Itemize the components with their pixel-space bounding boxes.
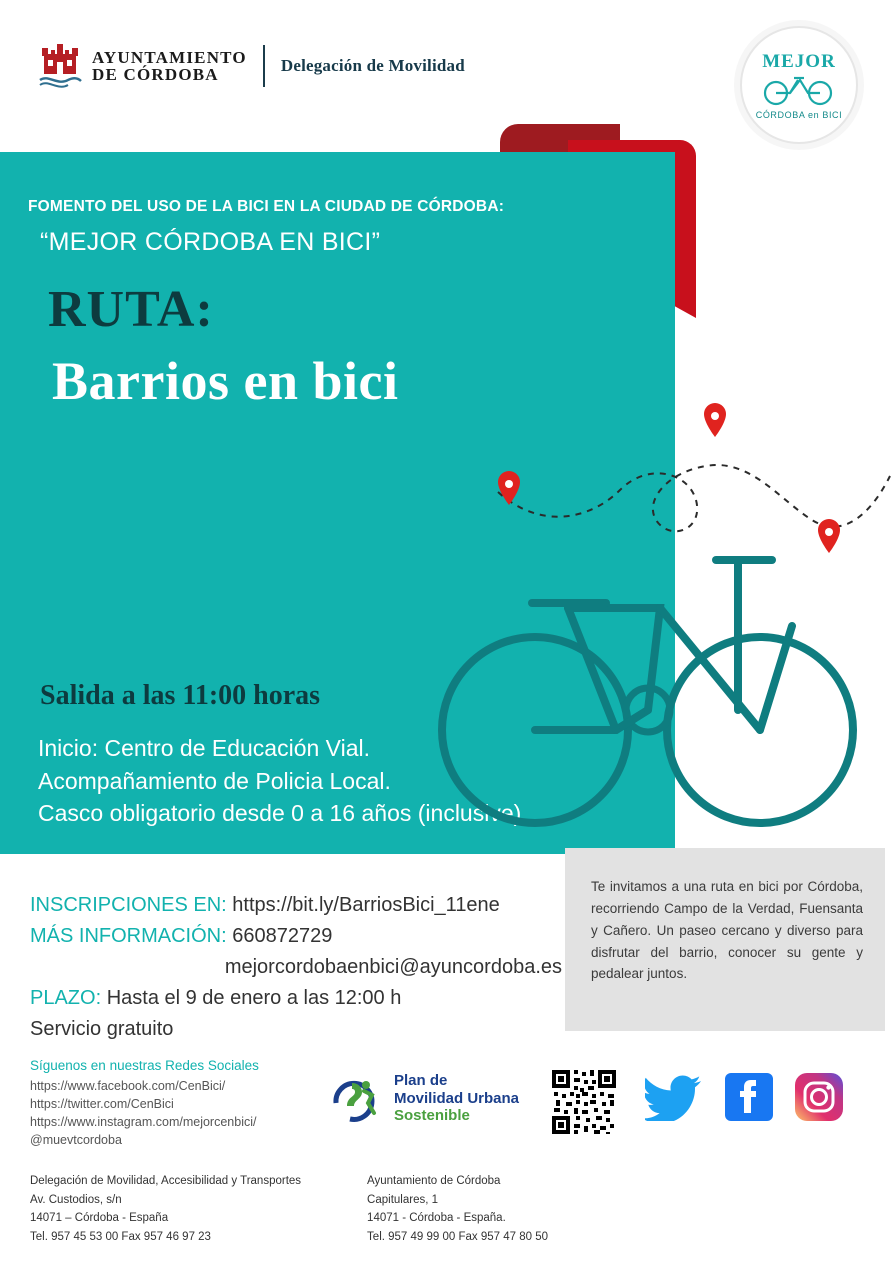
footer-line: Ayuntamiento de Córdoba [367, 1175, 501, 1187]
cordoba-crest-icon [38, 40, 82, 92]
poster-subtitle: “MEJOR CÓRDOBA EN BICI” [40, 228, 381, 256]
qr-code[interactable] [550, 1068, 618, 1136]
poster-kicker: FOMENTO DEL USO DE LA BICI EN LA CIUDAD DE CÓRDOBA: [28, 198, 505, 215]
pmus-line2: Movilidad Urbana [394, 1089, 520, 1107]
map-pin-icon [498, 471, 520, 505]
info-box [565, 848, 885, 1031]
page-title: Barrios en bici [52, 351, 399, 411]
pmus-text [394, 1072, 519, 1125]
facebook-icon[interactable] [725, 1073, 773, 1126]
footer-line: 14071 - Córdoba - España. [367, 1212, 506, 1225]
social-handle[interactable]: @muevtcordoba [30, 1133, 122, 1148]
city-hall-logo [38, 40, 465, 92]
pmus-icon [330, 1073, 386, 1125]
social-heading: Síguenos en nuestras Redes Sociales [30, 1058, 259, 1073]
footer-column-ayuntamiento [367, 1172, 548, 1247]
registration-label-deadline: PLAZO: [30, 987, 102, 1009]
registration-row-signup [30, 890, 570, 921]
bicycle-illustration [420, 380, 896, 865]
mejor-cordoba-en-bici-badge [740, 26, 858, 144]
logo-divider [263, 45, 265, 87]
registration-row-email [30, 952, 570, 983]
registration-label-signup: INSCRIPCIONES EN: [30, 894, 227, 916]
registration-link[interactable]: https://bit.ly/BarriosBici_11ene [232, 894, 500, 916]
footer [30, 1172, 548, 1247]
route-detail-start: Inicio: Centro de Educación Vial. [38, 735, 370, 761]
footer-line: Tel. 957 45 53 00 Fax 957 46 97 23 [30, 1230, 211, 1243]
badge-bottom-text: CÓRDOBA en BICI [755, 109, 843, 120]
pmus-logo [330, 1072, 519, 1125]
route-detail-helmet: Casco obligatorio desde 0 a 16 años (inclusive). [38, 800, 528, 827]
footer-column-movilidad [30, 1172, 301, 1247]
registration-deadline: Hasta el 9 de enero a las 12:00 h [106, 987, 402, 1009]
footer-line: 14071 – Córdoba - España [30, 1212, 169, 1225]
registration-email[interactable]: mejorcordobaenbici@ayuncordoba.es [224, 956, 562, 978]
registration-phone[interactable]: 660872729 [232, 925, 333, 947]
badge-bicycle-icon [760, 73, 838, 107]
footer-line: Delegación de Movilidad, Accesibilidad y Transportes [30, 1175, 302, 1187]
registration-row-info [30, 921, 570, 952]
start-time-text: Salida a las 11:00 horas [40, 680, 321, 711]
info-box-text: Te invitamos a una ruta en bici por Córdoba, recorriendo Campo de la Verdad, Fuensanta y Cañero. Un paseo cercano y diverso para disfrutar del barrio, conocer su gente y pedalear juntos. [591, 879, 863, 982]
registration-row-deadline [30, 983, 570, 1014]
badge-top-text: MEJOR [762, 50, 836, 72]
pmus-line1: Plan de [394, 1072, 448, 1089]
social-link-twitter[interactable]: https://twitter.com/CenBici [30, 1097, 174, 1112]
social-icons [645, 1073, 843, 1126]
map-pin-icon [818, 519, 840, 553]
twitter-icon[interactable] [645, 1073, 703, 1126]
department-label: Delegación de Movilidad [280, 56, 465, 75]
poster-ruta-label: RUTA: [48, 281, 214, 338]
registration-block [30, 890, 570, 1045]
city-hall-line1: AYUNTAMIENTO [92, 47, 247, 67]
city-hall-name [92, 49, 247, 84]
registration-label-info: MÁS INFORMACIÓN: [30, 925, 227, 947]
social-link-instagram[interactable]: https://www.instagram.com/mejorcenbici/ [30, 1115, 257, 1130]
instagram-icon[interactable] [795, 1073, 843, 1126]
footer-line: Av. Custodios, s/n [30, 1193, 122, 1206]
footer-line: Capitulares, 1 [367, 1193, 439, 1206]
social-link-facebook[interactable]: https://www.facebook.com/CenBici/ [30, 1079, 226, 1093]
footer-line: Tel. 957 49 99 00 Fax 957 47 80 50 [367, 1230, 548, 1243]
poster-header [0, 0, 896, 152]
map-pin-icon [704, 403, 726, 437]
route-detail-escort: Acompañamiento de Policia Local. [38, 767, 391, 794]
pmus-line3: Sostenible [394, 1107, 470, 1125]
registration-service: Servicio gratuito [30, 1018, 174, 1040]
social-links-block [30, 1058, 330, 1150]
city-hall-line2: DE CÓRDOBA [92, 65, 219, 84]
